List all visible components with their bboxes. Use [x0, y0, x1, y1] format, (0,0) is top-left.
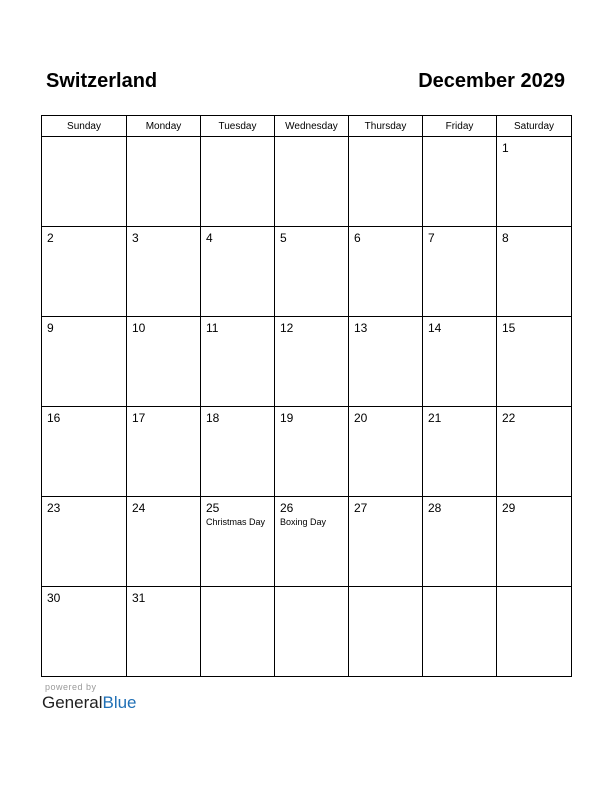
weekday-header-wednesday: Wednesday: [275, 116, 349, 137]
day-number: 19: [280, 411, 294, 425]
day-cell[interactable]: [497, 407, 572, 497]
day-cell[interactable]: [349, 497, 423, 587]
day-cell[interactable]: [349, 227, 423, 317]
day-number: 24: [132, 501, 146, 515]
weekday-header-sunday: Sunday: [42, 116, 127, 137]
day-number: 11: [206, 321, 219, 335]
empty-day-cell: [275, 587, 349, 677]
day-cell[interactable]: [349, 407, 423, 497]
day-cell[interactable]: [423, 317, 497, 407]
day-number: 23: [47, 501, 61, 515]
powered-by-label: powered by: [45, 682, 97, 692]
empty-day-cell: [349, 587, 423, 677]
brand-blue-text: Blue: [102, 693, 137, 712]
week-row: [42, 497, 572, 587]
day-cell[interactable]: [423, 407, 497, 497]
day-cell[interactable]: [497, 227, 572, 317]
day-number: 16: [47, 411, 61, 425]
day-cell[interactable]: [42, 317, 127, 407]
day-cell[interactable]: [42, 587, 127, 677]
day-number: 14: [428, 321, 442, 335]
day-cell[interactable]: [423, 497, 497, 587]
holiday-label: Christmas Day: [206, 517, 266, 527]
day-number: 20: [354, 411, 368, 425]
day-cell[interactable]: [127, 497, 201, 587]
weekday-header-row: [42, 116, 572, 137]
weekday-header-monday: Monday: [127, 116, 201, 137]
day-cell[interactable]: [201, 227, 275, 317]
day-cell[interactable]: [127, 227, 201, 317]
day-number: 2: [47, 231, 54, 245]
weekday-header-thursday: Thursday: [349, 116, 423, 137]
day-number: 8: [502, 231, 509, 245]
empty-day-cell: [127, 137, 201, 227]
day-number: 1: [502, 141, 509, 155]
holiday-label: Boxing Day: [280, 517, 327, 527]
day-number: 18: [206, 411, 220, 425]
day-number: 21: [428, 411, 442, 425]
day-number: 3: [132, 231, 139, 245]
week-row: [42, 407, 572, 497]
day-number: 6: [354, 231, 361, 245]
empty-day-cell: [201, 587, 275, 677]
week-row: [42, 137, 572, 227]
day-cell[interactable]: [201, 317, 275, 407]
day-cell[interactable]: [275, 497, 349, 587]
day-cell[interactable]: [275, 227, 349, 317]
day-cell[interactable]: [127, 587, 201, 677]
day-cell[interactable]: [42, 497, 127, 587]
day-number: 4: [206, 231, 213, 245]
weekday-header-tuesday: Tuesday: [201, 116, 275, 137]
generalblue-logo[interactable]: [42, 693, 137, 713]
day-cell[interactable]: [201, 407, 275, 497]
day-number: 5: [280, 231, 287, 245]
week-row: [42, 227, 572, 317]
day-number: 26: [280, 501, 294, 515]
day-number: 28: [428, 501, 442, 515]
day-number: 7: [428, 231, 435, 245]
empty-day-cell: [275, 137, 349, 227]
empty-day-cell: [201, 137, 275, 227]
day-cell[interactable]: [423, 227, 497, 317]
day-cell[interactable]: [275, 407, 349, 497]
day-number: 25: [206, 501, 220, 515]
brand-general-text: General: [42, 693, 103, 712]
empty-day-cell: [423, 137, 497, 227]
day-cell[interactable]: [127, 407, 201, 497]
calendar-grid: [41, 115, 572, 677]
day-cell[interactable]: [497, 317, 572, 407]
day-cell[interactable]: [127, 317, 201, 407]
day-number: 30: [47, 591, 61, 605]
day-cell[interactable]: [497, 497, 572, 587]
day-cell[interactable]: [42, 407, 127, 497]
empty-day-cell: [497, 587, 572, 677]
country-title: Switzerland: [46, 70, 158, 92]
empty-day-cell: [349, 137, 423, 227]
weekday-header-saturday: Saturday: [497, 116, 572, 137]
day-number: 22: [502, 411, 516, 425]
day-number: 31: [132, 591, 146, 605]
day-number: 12: [280, 321, 294, 335]
day-cell[interactable]: [349, 317, 423, 407]
day-number: 9: [47, 321, 54, 335]
day-cell[interactable]: [275, 317, 349, 407]
day-cell[interactable]: [42, 227, 127, 317]
day-number: 10: [132, 321, 146, 335]
day-cell[interactable]: [201, 497, 275, 587]
day-number: 29: [502, 501, 516, 515]
day-number: 17: [132, 411, 146, 425]
weekday-header-friday: Friday: [423, 116, 497, 137]
empty-day-cell: [42, 137, 127, 227]
week-row: [42, 317, 572, 407]
day-number: 13: [354, 321, 368, 335]
month-year-title: December 2029: [418, 70, 565, 92]
week-row: [42, 587, 572, 677]
day-number: 27: [354, 501, 368, 515]
empty-day-cell: [423, 587, 497, 677]
day-number: 15: [502, 321, 516, 335]
day-cell[interactable]: [497, 137, 572, 227]
